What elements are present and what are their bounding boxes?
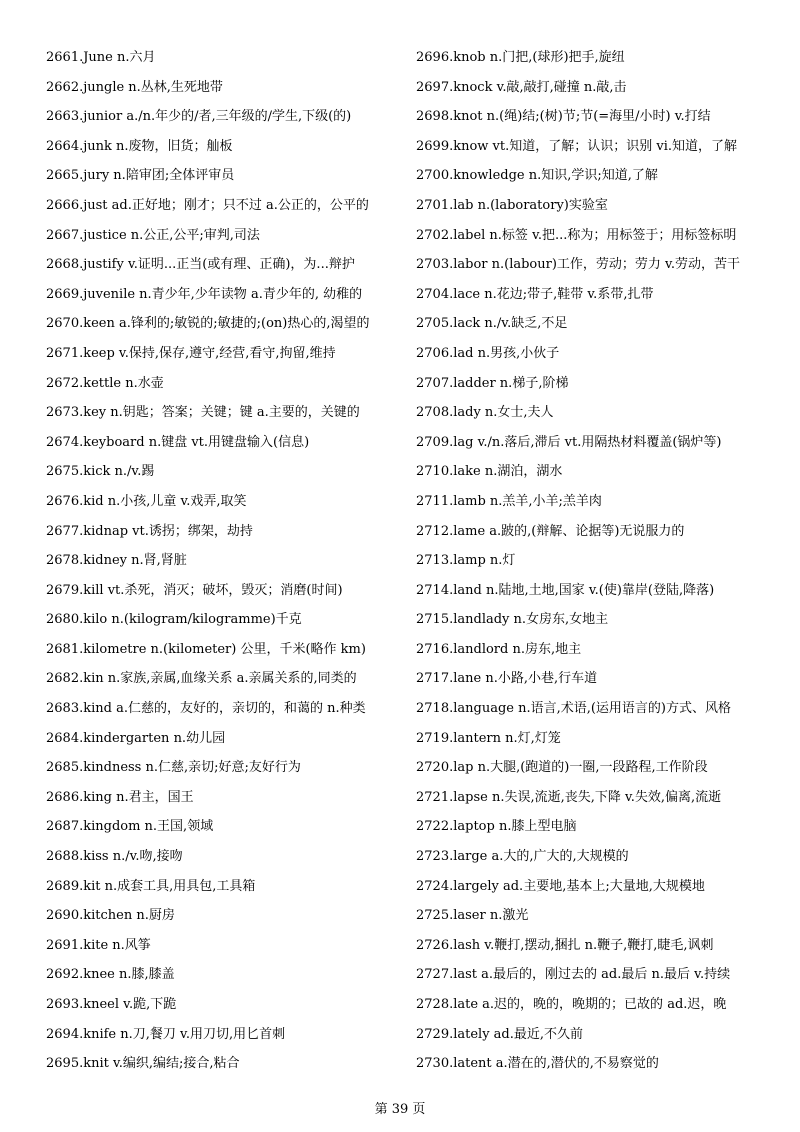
vocab-entry: 2712.lame a.跛的,(辩解、论据等)无说服力的	[416, 523, 685, 539]
vocab-entry: 2699.know vt.知道，了解；认识；识别 vi.知道，了解	[416, 138, 738, 154]
vocab-entry: 2684.kindergarten n.幼儿园	[46, 730, 226, 746]
vocab-entry: 2665.jury n.陪审团;全体评审员	[46, 168, 235, 184]
vocab-entry: 2676.kid n.小孩,儿童 v.戏弄,取笑	[46, 493, 247, 509]
vocab-entry: 2694.knife n.刀,餐刀 v.用刀切,用匕首刺	[46, 1026, 286, 1042]
vocab-entry: 2670.keen a.锋利的;敏锐的;敏捷的;(on)热心的,渴望的	[46, 316, 370, 332]
vocab-entry: 2664.junk n.废物，旧货；舢板	[46, 138, 233, 154]
vocab-entry: 2672.kettle n.水壶	[46, 375, 164, 391]
vocab-entry: 2661.June n.六月	[46, 50, 156, 65]
vocab-entry: 2729.lately ad.最近,不久前	[416, 1026, 584, 1042]
vocab-entry: 2688.kiss n./v.吻,接吻	[46, 849, 183, 865]
vocab-entry: 2724.largely ad.主要地,基本上;大量地,大规模地	[416, 878, 705, 894]
vocab-entry: 2697.knock v.敲,敲打,碰撞 n.敲,击	[416, 79, 627, 95]
vocab-entry: 2683.kind a.仁慈的，友好的，亲切的，和蔼的 n.种类	[46, 701, 366, 717]
vocab-entry: 2695.knit v.编织,编结;接合,粘合	[46, 1056, 240, 1072]
vocab-entry: 2677.kidnap vt.诱拐；绑架，劫持	[46, 523, 253, 539]
vocab-entry: 2678.kidney n.肾,肾脏	[46, 553, 187, 569]
vocab-entry: 2701.lab n.(laboratory)实验室	[416, 197, 608, 213]
vocab-entry: 2720.lap n.大腿,(跑道的)一圈,一段路程,工作阶段	[416, 760, 708, 776]
vocab-entry: 2689.kit n.成套工具,用具包,工具箱	[46, 878, 256, 894]
vocab-entry: 2668.justify v.证明...正当(或有理、正确)，为...辩护	[46, 257, 355, 273]
vocab-entry: 2702.label n.标签 v.把...称为；用标签于；用标签标明	[416, 227, 737, 243]
vocab-entry: 2663.junior a./n.年少的/者,三年级的/学生,下级(的)	[46, 109, 352, 125]
vocab-entry: 2711.lamb n.羔羊,小羊;羔羊肉	[416, 493, 602, 509]
vocab-entry: 2692.knee n.膝,膝盖	[46, 967, 175, 983]
vocab-entry: 2691.kite n.风筝	[46, 937, 151, 953]
vocab-entry: 2690.kitchen n.厨房	[46, 908, 175, 924]
vocab-entry: 2681.kilometre n.(kilometer) 公里，千米(略作 km)	[46, 641, 366, 657]
vocab-entry: 2707.ladder n.梯子,阶梯	[416, 375, 569, 391]
vocab-entry: 2669.juvenile n.青少年,少年读物 a.青少年的, 幼稚的	[46, 286, 363, 302]
vocab-entry: 2714.land n.陆地,土地,国家 v.(使)靠岸(登陆,降落)	[416, 582, 715, 598]
vocab-entry: 2722.laptop n.膝上型电脑	[416, 819, 577, 835]
vocab-entry: 2709.lag v./n.落后,滞后 vt.用隔热材料覆盖(锅炉等)	[416, 434, 722, 450]
vocab-entry: 2713.lamp n.灯	[416, 553, 516, 569]
vocab-entry: 2717.lane n.小路,小巷,行车道	[416, 671, 598, 687]
vocab-entry: 2671.keep v.保持,保存,遵守,经营,看守,拘留,维持	[46, 345, 336, 361]
vocab-entry: 2703.labor n.(labour)工作，劳动；劳力 v.劳动，苦干	[416, 257, 740, 273]
left-column	[46, 43, 396, 1079]
vocab-entry: 2700.knowledge n.知识,学识;知道,了解	[416, 168, 658, 184]
vocab-entry: 2693.kneel v.跪,下跪	[46, 997, 177, 1012]
vocab-entry: 2725.laser n.激光	[416, 908, 529, 924]
page-number: 第 39 页	[374, 1102, 426, 1117]
vocab-entry: 2686.king n.君主，国王	[46, 789, 194, 805]
right-column	[416, 43, 776, 1079]
vocab-entry: 2704.lace n.花边;带子,鞋带 v.系带,扎带	[416, 286, 654, 302]
vocab-entry: 2716.landlord n.房东,地主	[416, 641, 582, 657]
vocab-entry: 2728.late a.迟的，晚的，晚期的；已故的 ad.迟，晚	[416, 997, 727, 1012]
vocab-entry: 2679.kill vt.杀死，消灭；破坏，毁灭；消磨(时间)	[46, 582, 343, 598]
vocab-entry: 2662.jungle n.丛林,生死地带	[46, 79, 223, 95]
vocab-entry: 2723.large a.大的,广大的,大规模的	[416, 849, 629, 865]
vocab-entry: 2698.knot n.(绳)结;(树)节;节(=海里/小时) v.打结	[416, 109, 711, 125]
vocab-entry: 2666.just ad.正好地；刚才；只不过 a.公正的，公平的	[46, 197, 369, 213]
vocab-entry: 2718.language n.语言,术语,(运用语言的)方式、风格	[416, 701, 732, 717]
vocab-entry: 2710.lake n.湖泊，湖水	[416, 464, 563, 480]
vocab-entry: 2705.lack n./v.缺乏,不足	[416, 316, 568, 332]
vocab-entry: 2667.justice n.公正,公平;审判,司法	[46, 227, 260, 243]
vocab-entry: 2687.kingdom n.王国,领域	[46, 819, 214, 835]
vocab-entry: 2715.landlady n.女房东,女地主	[416, 612, 609, 628]
vocab-entry: 2719.lantern n.灯,灯笼	[416, 730, 561, 746]
vocab-entry: 2673.key n.钥匙；答案；关键；键 a.主要的，关键的	[46, 405, 360, 421]
vocab-entry: 2675.kick n./v.踢	[46, 464, 155, 480]
vocab-entry: 2685.kindness n.仁慈,亲切;好意;友好行为	[46, 760, 301, 776]
vocab-entry: 2708.lady n.女士,夫人	[416, 405, 554, 421]
vocab-entry: 2726.lash v.鞭打,摆动,捆扎 n.鞭子,鞭打,睫毛,讽刺	[416, 937, 714, 953]
vocab-entry: 2696.knob n.门把,(球形)把手,旋纽	[416, 50, 625, 65]
vocab-entry: 2706.lad n.男孩,小伙子	[416, 345, 560, 361]
vocab-entry: 2674.keyboard n.键盘 vt.用键盘输入(信息)	[46, 434, 310, 450]
vocab-entry: 2682.kin n.家族,亲属,血缘关系 a.亲属关系的,同类的	[46, 671, 357, 687]
vocab-entry: 2680.kilo n.(kilogram/kilogramme)千克	[46, 612, 302, 628]
vocab-entry: 2721.lapse n.失误,流逝,丧失,下降 v.失效,偏离,流逝	[416, 789, 722, 805]
vocab-entry: 2730.latent a.潜在的,潜伏的,不易察觉的	[416, 1056, 659, 1072]
vocab-entry: 2727.last a.最后的，刚过去的 ad.最后 n.最后 v.持续	[416, 967, 731, 983]
